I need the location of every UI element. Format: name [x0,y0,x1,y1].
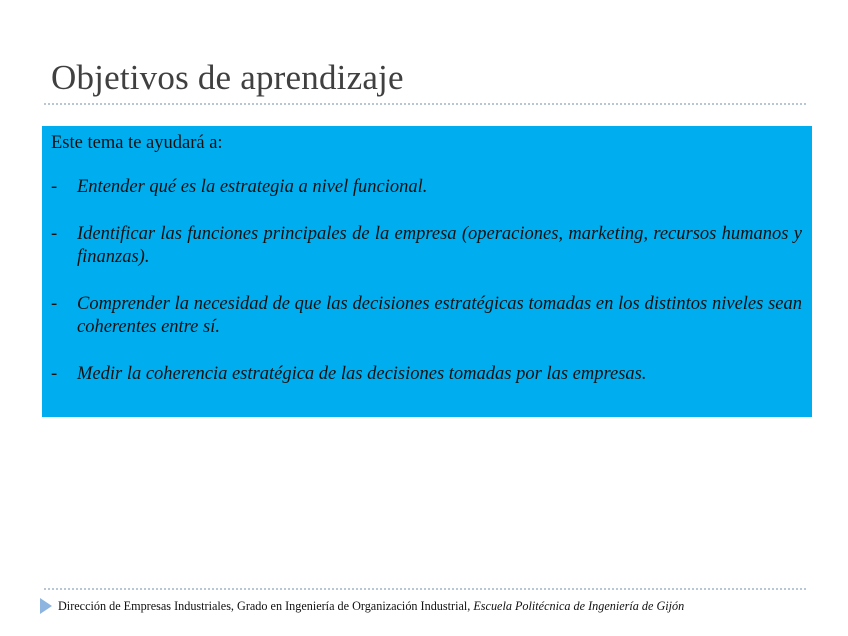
objective-text: Identificar las funciones principales de la empresa (operaciones, marketing, recursos humanos y finanzas). [77,224,802,267]
objectives-box [42,126,812,417]
objective-item [51,176,802,199]
objective-text: Entender qué es la estrategia a nivel funcional. [77,177,428,197]
slide-title: Objetivos de aprendizaje [51,58,404,97]
objective-item [51,223,802,269]
title-divider [44,103,806,105]
objective-text: Comprender la necesidad de que las decisiones estratégicas tomadas en los distintos niveles sean coherentes entre sí. [77,294,802,337]
objectives-intro: Este tema te ayudará a: [51,133,223,153]
footer-course: Dirección de Empresas Industriales, Grado en Ingeniería de Organización Industrial, [58,599,474,613]
triangle-right-icon [40,598,52,614]
objective-text: Medir la coherencia estratégica de las decisiones tomadas por las empresas. [77,364,647,384]
footer-divider [44,588,806,590]
objectives-list [51,176,802,386]
footer-school: Escuela Politécnica de Ingeniería de Gijón [473,599,685,613]
bullet-dash: - [51,294,58,314]
objective-item [51,363,802,386]
slide-footer [40,597,816,617]
bullet-dash: - [51,177,58,197]
objective-item [51,293,802,339]
bullet-dash: - [51,224,58,244]
bullet-dash: - [51,364,58,384]
